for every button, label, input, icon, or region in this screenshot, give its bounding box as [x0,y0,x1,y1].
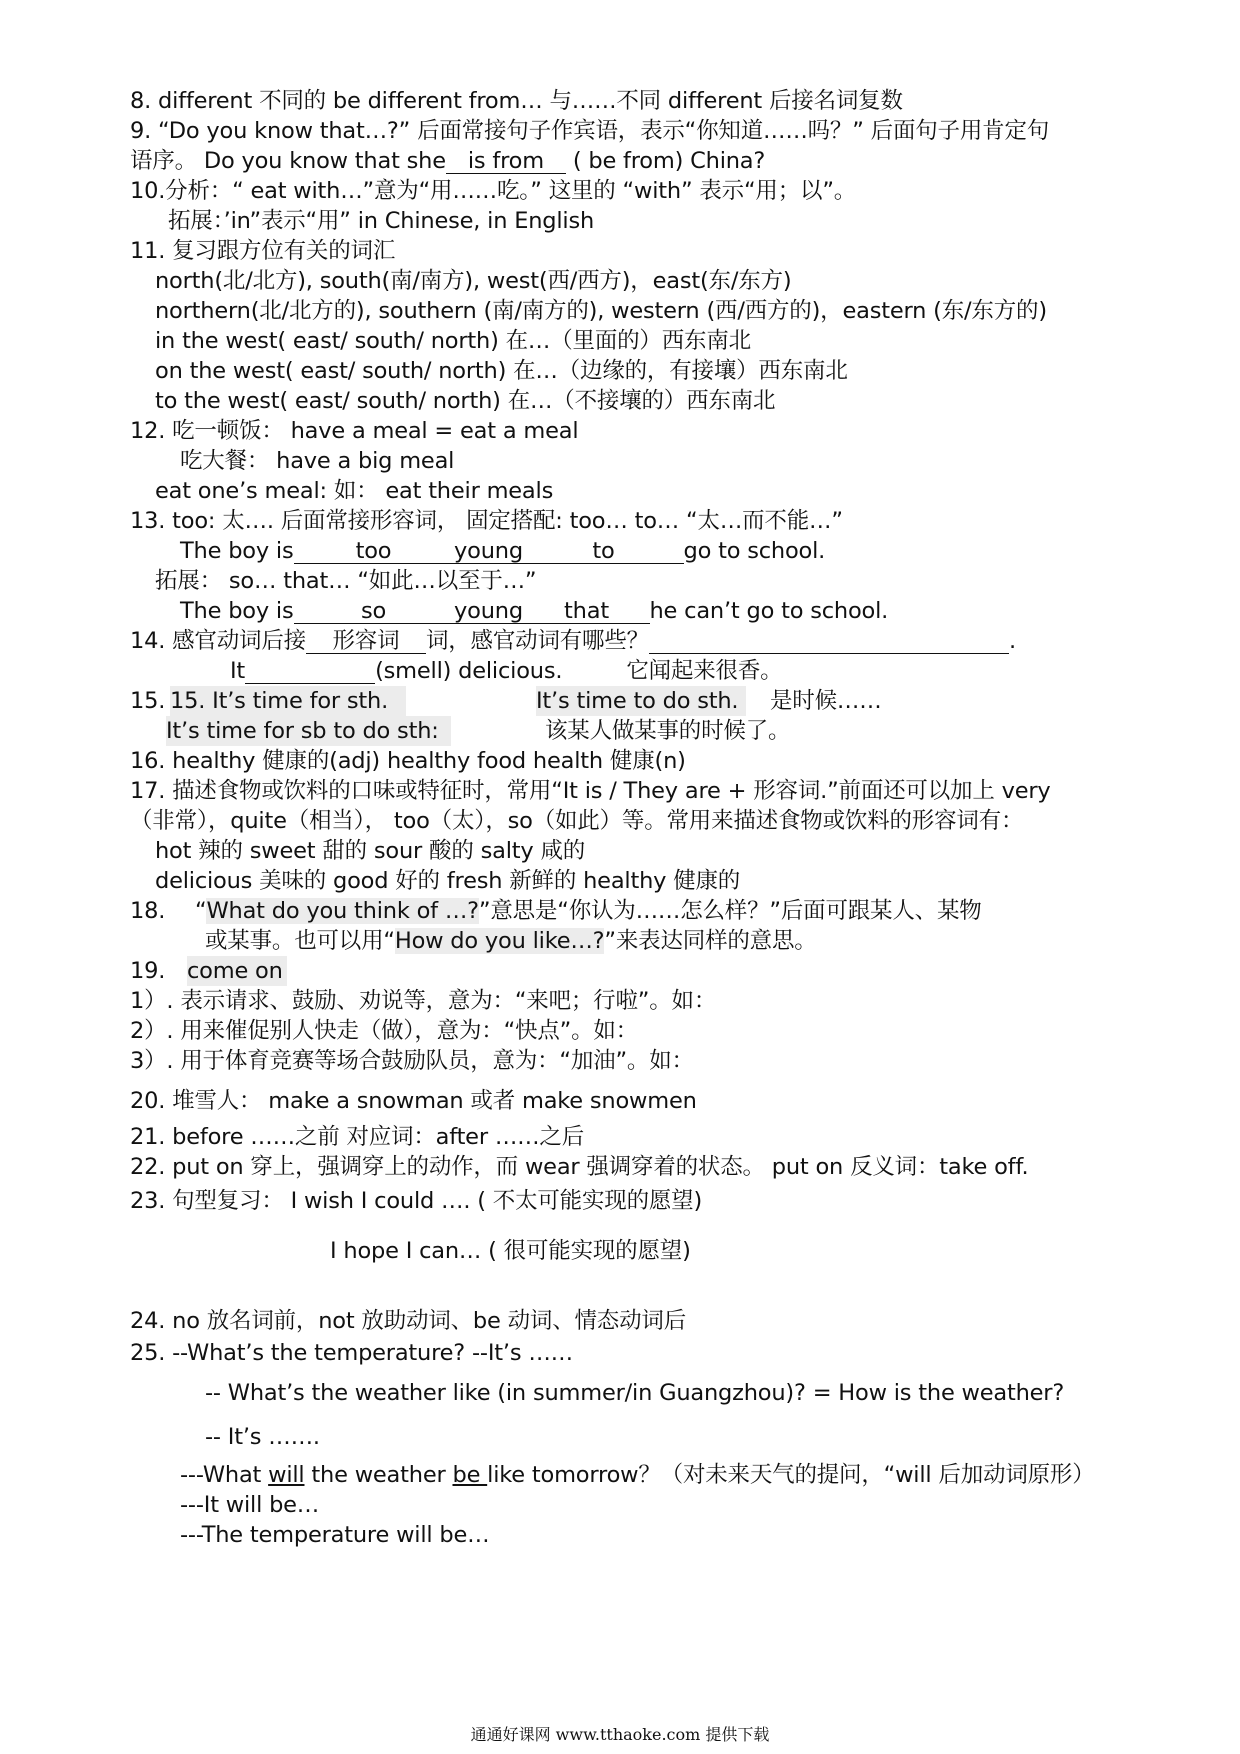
text: ”来表达同样的意思。 [604,928,817,954]
answer-blank: too [294,539,454,564]
page-footer: 通通好课网 www.tthaoke.com 提供下载 [470,1725,770,1744]
text: ( be from) China? [565,148,766,174]
text: “ [195,898,207,924]
item-24: 24. no 放名词前，not 放助动词、be 动词、情态动词后 [130,1308,686,1334]
text: go to school. [683,538,826,564]
item-25-line3: -- It’s ……. [205,1424,320,1450]
text: (smell) delicious. [375,658,563,684]
text: like tomorrow？（对未来天气的提问，“will 后加动词原形） [487,1462,1095,1488]
item-9-line1: 9. “Do you know that…?” 后面常接句子作宾语，表示“你知道……吗？” 后面句子用肯定句 [130,118,1050,144]
text: 或某事。也可以用“ [205,928,395,954]
answer-blank: 形容词 [306,629,426,654]
answer-blank: to [524,539,684,564]
item-11-to: to the west( east/ south/ north) 在…（不接壤的）西东南北 [155,388,776,414]
item-19-phrase: come on [187,956,287,986]
item-25-line6: ---The temperature will be… [180,1522,490,1548]
answer-blank-empty [245,659,375,684]
underlined-word: be [452,1462,488,1488]
item-10-line1: 10.分析：“ eat with…”意为“用……吃。” 这里的 “with” 表示“用；以”。 [130,178,857,204]
answer-blank: so [294,599,454,624]
text: ”意思是“你认为……怎么样？”后面可跟某人、某物 [478,898,982,924]
text: ---What [180,1462,269,1488]
answer-blank: is from [446,149,566,174]
item-25-line1: 25. --What’s the temperature? --It’s …… [130,1340,573,1366]
item-19-usage2: 2）. 用来催促别人快走（做），意为：“快点”。如： [130,1018,638,1044]
underlined-word: will [268,1462,305,1488]
item-10-line2: 拓展：’in”表示“用” in Chinese, in English [168,208,595,234]
text: 15. It’s time for sth. [170,688,389,714]
item-18-line1 [195,896,982,926]
item-22: 22. put on 穿上，强调穿上的动作，而 wear 强调穿着的状态。 put on 反义词：take off. [130,1154,1029,1180]
item-17-line2: （非常），quite（相当）， too（太），so（如此）等。常用来描述食物或饮料的形容词有： [130,808,1024,834]
item-15-number: 15. [130,688,166,714]
item-13-extension: 拓展： so… that… “如此…以至于…” [155,568,537,594]
item-12-line3: eat one’s meal: 如： eat their meals [155,478,554,504]
item-19-usage1: 1）. 表示请求、鼓励、劝说等，意为：“来吧；行啦”。如： [130,988,717,1014]
item-9-line2 [130,146,765,176]
text: 14. 感官动词后接 [130,628,306,654]
item-15-phrase1 [170,686,406,716]
item-18-line2 [205,926,817,956]
item-18-number: 18. [130,898,166,924]
answer-blank: young [454,538,523,564]
text: 它闻起来很香。 [626,658,783,684]
item-13-example1 [180,536,825,566]
item-11-title: 11. 复习跟方位有关的词汇 [130,238,396,264]
item-11-on: on the west( east/ south/ north) 在…（边缘的，有接壤）西东南北 [155,358,848,384]
item-13-title: 13. too: 太…. 后面常接形容词， 固定搭配: too… to… “太…而不能…” [130,508,843,534]
item-25-line2: -- What’s the weather like (in summer/in Guangzhou)? = How is the weather? [205,1380,1065,1406]
item-20: 20. 堆雪人： make a snowman 或者 make snowmen [130,1088,697,1114]
item-15-phrase3: It’s time for sb to do sth: [166,716,451,746]
item-17-line1: 17. 描述食物或饮料的口味或特征时，常用“It is / They are + 形容词.”前面还可以加上 very [130,778,1051,804]
item-15-meaning2: 该某人做某事的时候了。 [545,718,791,744]
item-25-line4 [180,1460,1095,1490]
highlighted-phrase: What do you think of …? [206,898,479,924]
text: the weather [304,1462,453,1488]
text: 词，感官动词有哪些？ [425,628,649,654]
item-14-line1 [130,626,1016,656]
text: 语序。 Do you know that she [130,148,446,174]
item-12-line1: 12. 吃一顿饭： have a meal = eat a meal [130,418,579,444]
text: he can’t go to school. [649,598,889,624]
item-16: 16. healthy 健康的(adj) healthy food health 健康(n) [130,748,686,774]
answer-blank-empty [649,629,1009,654]
item-25-line5: ---It will be… [180,1492,320,1518]
item-19-number: 19. [130,958,166,984]
text: It [230,658,246,684]
item-15-meaning1: 是时候…… [770,688,882,714]
highlighted-phrase: How do you like…? [394,928,605,954]
answer-blank: young [454,598,523,624]
item-23-line1: 23. 句型复习： I wish I could …. ( 不太可能实现的愿望) [130,1188,703,1214]
item-11-in: in the west( east/ south/ north) 在…（里面的）西东南北 [155,328,751,354]
item-11-adjectives: northern(北/北方的), southern (南/南方的), western (西/西方的)，eastern (东/东方的) [155,298,1047,324]
item-21: 21. before ……之前 对应词：after ……之后 [130,1124,585,1150]
text: The boy is [180,598,294,624]
item-19-usage3: 3）. 用于体育竞赛等场合鼓励队员，意为：“加油”。如： [130,1048,694,1074]
text: . [1008,628,1016,654]
item-13-example2 [180,596,888,626]
item-11-directions: north(北/北方), south(南/南方), west(西/西方)，east(东/东方) [155,268,792,294]
answer-blank: that [524,599,650,624]
item-8: 8. different 不同的 be different from… 与……不同 different 后接名词复数 [130,88,903,114]
item-17-taste-words: hot 辣的 sweet 甜的 sour 酸的 salty 咸的 [155,838,586,864]
item-12-line2: 吃大餐： have a big meal [180,448,455,474]
item-15-phrase2: It’s time to do sth. [536,686,746,716]
item-14-line2 [230,656,782,686]
item-17-quality-words: delicious 美味的 good 好的 fresh 新鲜的 healthy 健康的 [155,868,741,894]
item-23-line2: I hope I can… ( 很可能实现的愿望) [330,1238,691,1264]
text: The boy is [180,538,294,564]
